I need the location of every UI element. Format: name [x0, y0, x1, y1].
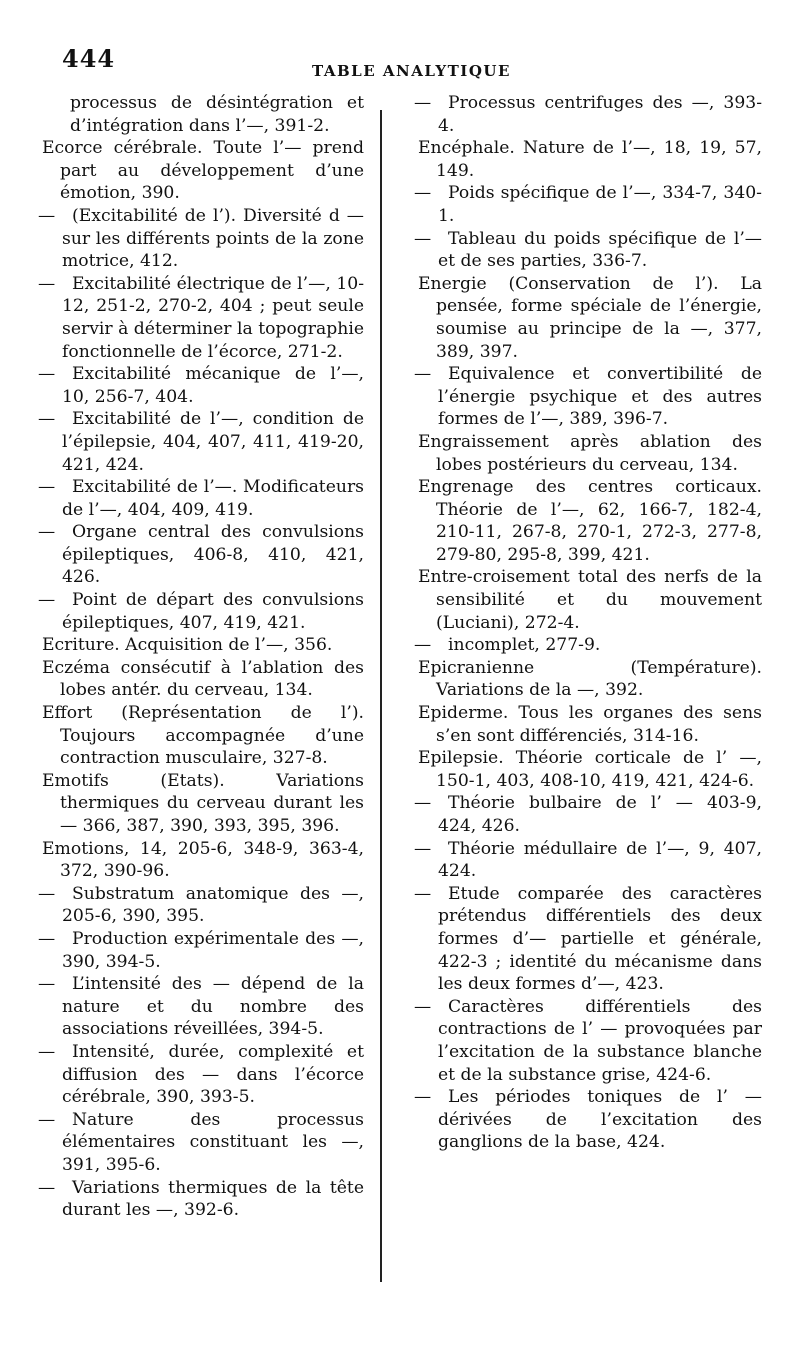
- entry-text: Epicranienne (Température). Variations de la —, 392.: [418, 657, 762, 701]
- index-entry: [38, 137, 364, 205]
- entry-dash: —: [38, 205, 56, 226]
- index-entry: [414, 363, 762, 431]
- index-entry: [414, 883, 762, 996]
- entry-text: Théorie médullaire de l’—, 9, 407, 424.: [438, 838, 762, 882]
- entry-text: Tableau du poids spécifique de l’— et de ses parties, 336-7.: [438, 228, 762, 272]
- running-title: TABLE ANALYTIQUE: [312, 62, 511, 80]
- entry-dash: —: [38, 590, 56, 611]
- index-entry: [414, 996, 762, 1086]
- entry-dash: —: [414, 996, 432, 1017]
- entry-text: Engraissement après ablation des lobes postérieurs du cerveau, 134.: [418, 431, 762, 475]
- entry-dash: —: [414, 883, 432, 904]
- entry-dash: —: [414, 228, 432, 249]
- entry-text: incomplet, 277-9.: [448, 635, 601, 656]
- index-entry: [414, 1086, 762, 1154]
- entry-text: Ecorce cérébrale. Toute l’— prend part au développement d’une émotion, 390.: [42, 138, 364, 204]
- entry-text: Théorie bulbaire de l’ — 403-9, 424, 426.: [438, 793, 762, 836]
- index-column-right: [414, 92, 762, 1154]
- entry-text: Organe central des convulsions épileptiques, 406-8, 410, 421, 426.: [62, 522, 364, 588]
- entry-text: Excitabilité de l’—, condition de l’épilepsie, 404, 407, 411, 419-20, 421, 424.: [62, 409, 364, 475]
- entry-text: Etude comparée des caractères prétendus différentiels des deux formes d’— partielle et générale, 422-3 ; identité du mécanisme dans les deux formes d’—, 423.: [438, 883, 762, 995]
- index-entry: [38, 657, 364, 702]
- index-entry: [38, 634, 364, 657]
- entry-dash: —: [38, 409, 56, 430]
- entry-text: Emotifs (Etats). Variations thermiques du cerveau durant les — 366, 387, 390, 393, 395, 396.: [42, 770, 364, 836]
- index-entry: [38, 589, 364, 634]
- index-entry: [38, 273, 364, 363]
- entry-text: Processus centrifuges des —, 393-4.: [438, 93, 762, 136]
- entry-dash: —: [38, 928, 56, 949]
- entry-text: Caractères différentiels des contractions de l’ — provoquées par l’excitation de la substance blanche et de la substance grise, 424-6.: [438, 996, 762, 1085]
- entry-dash: —: [414, 793, 432, 814]
- index-entry: [38, 92, 364, 137]
- entry-dash: —: [38, 522, 56, 543]
- index-entry: [414, 228, 762, 273]
- entry-text: Excitabilité de l’—. Modificateurs de l’—, 404, 409, 419.: [62, 477, 364, 520]
- entry-dash: —: [414, 364, 432, 385]
- entry-dash: —: [38, 477, 56, 498]
- entry-text: Excitabilité électrique de l’—, 10-12, 251-2, 270-2, 404 ; peut seule servir à déterminer la topographie fonctionnelle de l’écorce, 271-2.: [62, 273, 365, 362]
- index-column-left: [38, 92, 364, 1222]
- entry-dash: —: [414, 1087, 432, 1108]
- index-entry: [414, 702, 762, 747]
- page-number: 444: [62, 44, 116, 73]
- index-entry: [414, 657, 762, 702]
- index-entry: [414, 431, 762, 476]
- entry-text: Nature des processus élémentaires constituant les —, 391, 395-6.: [62, 1109, 364, 1175]
- entry-text: Engrenage des centres corticaux. Théorie de l’—, 62, 166-7, 182-4, 210-11, 267-8, 270-1, 272-3, 277-8, 279-80, 295-8, 399, 421.: [418, 477, 762, 565]
- index-entry: [38, 973, 364, 1041]
- column-divider: [380, 110, 382, 1282]
- entry-text: Les périodes toniques de l’ — dérivées de l’excitation des ganglions de la base, 424.: [438, 1087, 762, 1153]
- entry-text: Epiderme. Tous les organes des sens s’en sont différenciés, 314-16.: [418, 703, 762, 746]
- index-entry: [38, 521, 364, 589]
- index-entry: [414, 182, 762, 227]
- entry-dash: —: [38, 364, 56, 385]
- index-entry: [38, 205, 364, 273]
- index-entry: [414, 137, 762, 182]
- index-entry: [38, 883, 364, 928]
- index-entry: [414, 634, 762, 657]
- entry-dash: —: [414, 93, 432, 113]
- entry-text: processus de désintégration et d’intégration dans l’—, 391-2.: [70, 93, 364, 136]
- entry-dash: —: [38, 1109, 56, 1130]
- entry-text: (Excitabilité de l’). Diversité d — sur les différents points de la zone motrice, 412.: [62, 205, 364, 272]
- index-entry: [38, 1041, 364, 1109]
- index-entry: [414, 747, 762, 792]
- entry-text: Excitabilité mécanique de l’—, 10, 256-7, 404.: [62, 364, 364, 407]
- entry-dash: —: [414, 838, 432, 859]
- entry-text: Effort (Représentation de l’). Toujours accompagnée d’une contraction musculaire, 327-8.: [42, 703, 364, 769]
- entry-dash: —: [38, 1177, 56, 1198]
- entry-dash: —: [414, 183, 432, 204]
- index-entry: [414, 476, 762, 566]
- index-entry: [38, 702, 364, 770]
- entry-text: Intensité, durée, complexité et diffusion des — dans l’écorce cérébrale, 390, 393-5.: [62, 1041, 364, 1108]
- index-entry: [38, 928, 364, 973]
- entry-text: Poids spécifique de l’—, 334-7, 340-1.: [438, 183, 762, 226]
- index-entry: [414, 838, 762, 883]
- index-entry: [414, 566, 762, 634]
- index-entry: [414, 273, 762, 363]
- entry-text: Eczéma consécutif à l’ablation des lobes antér. du cerveau, 134.: [42, 657, 364, 701]
- entry-dash: —: [38, 1041, 56, 1062]
- entry-text: Variations thermiques de la tête durant les —, 392-6.: [62, 1177, 364, 1221]
- entry-text: Point de départ des convulsions épileptiques, 407, 419, 421.: [62, 590, 364, 633]
- entry-text: L’intensité des — dépend de la nature et du nombre des associations réveillées, 394-5.: [62, 974, 364, 1040]
- index-entry: [414, 92, 762, 137]
- entry-text: Production expérimentale des —, 390, 394-5.: [62, 928, 364, 972]
- entry-text: Encéphale. Nature de l’—, 18, 19, 57, 149.: [418, 138, 762, 181]
- entry-text: Emotions, 14, 205-6, 348-9, 363-4, 372, 390-96.: [42, 838, 364, 882]
- entry-text: Ecriture. Acquisition de l’—, 356.: [42, 635, 333, 656]
- index-entry: [38, 476, 364, 521]
- entry-text: Entre-croisement total des nerfs de la sensibilité et du mouvement (Luciani), 272-4.: [418, 567, 762, 633]
- entry-text: Substratum anatomique des —, 205-6, 390, 395.: [62, 883, 364, 927]
- entry-dash: —: [38, 974, 56, 995]
- entry-text: Energie (Conservation de l’). La pensée, forme spéciale de l’énergie, soumise au principe de la —, 377, 389, 397.: [418, 273, 762, 362]
- index-entry: [38, 770, 364, 838]
- index-entry: [38, 1109, 364, 1177]
- entry-text: Epilepsie. Théorie corticale de l’ —, 150-1, 403, 408-10, 419, 421, 424-6.: [418, 748, 762, 791]
- index-entry: [38, 1177, 364, 1222]
- index-entry: [38, 363, 364, 408]
- entry-dash: —: [414, 635, 432, 656]
- entry-dash: —: [38, 273, 56, 294]
- index-entry: [38, 838, 364, 883]
- index-entry: [414, 792, 762, 837]
- index-entry: [38, 408, 364, 476]
- entry-text: Equivalence et convertibilité de l’énergie psychique et des autres formes de l’—, 389, 396-7.: [438, 364, 762, 430]
- entry-dash: —: [38, 883, 56, 904]
